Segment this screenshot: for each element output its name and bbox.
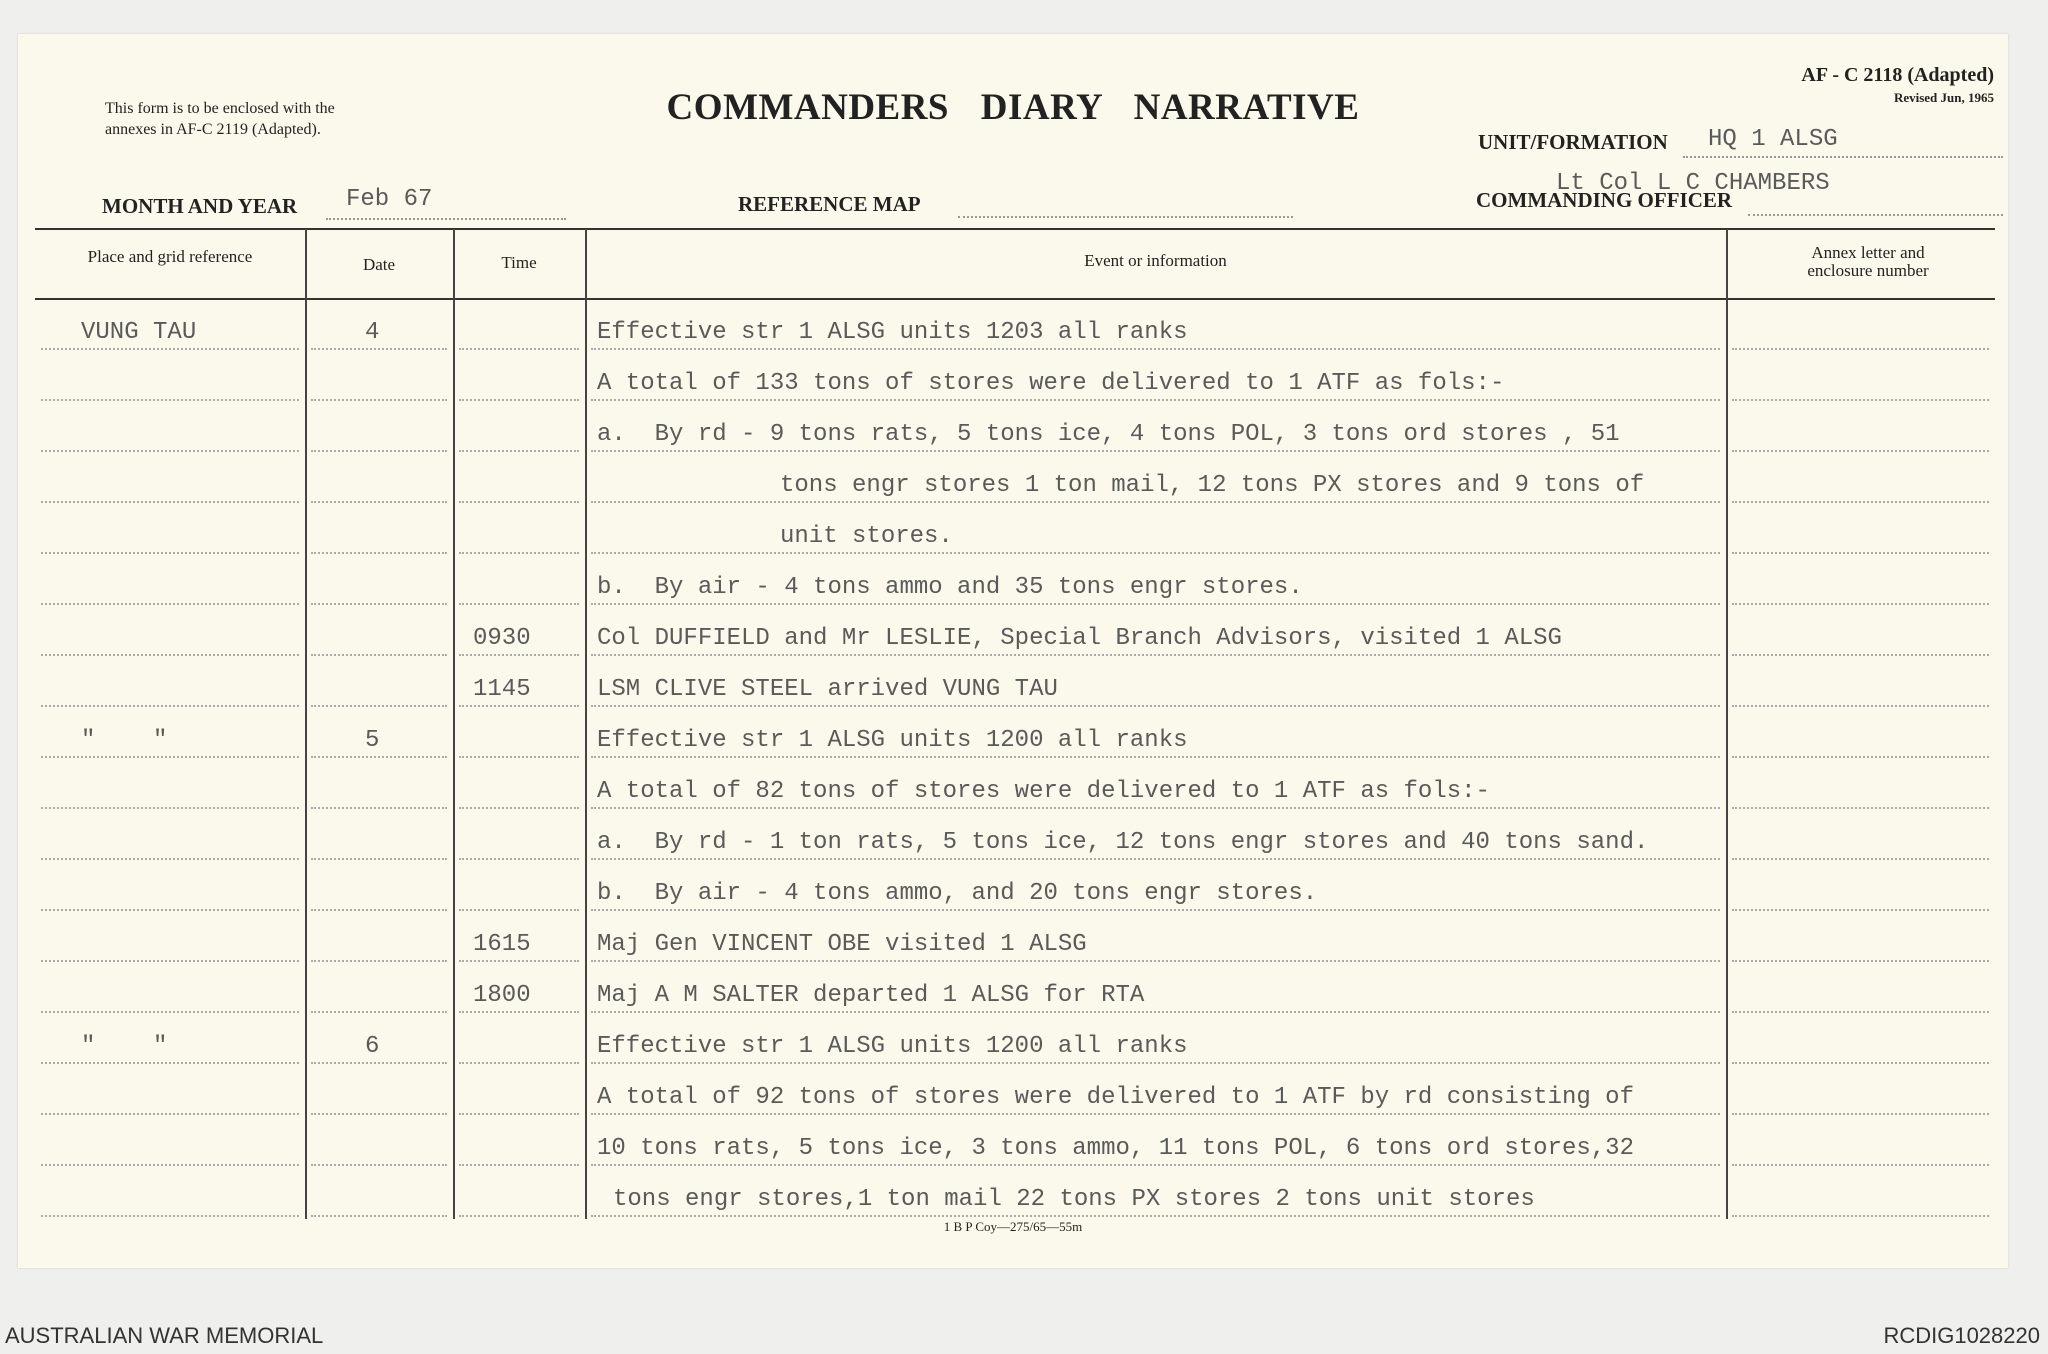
table-row xyxy=(35,860,1995,911)
date-text: 6 xyxy=(365,1033,380,1060)
date-cell xyxy=(311,705,447,758)
table-row xyxy=(35,1064,1995,1115)
place-cell xyxy=(41,654,299,707)
time-text: 1145 xyxy=(473,676,531,703)
footer-source: AUSTRALIAN WAR MEMORIAL xyxy=(5,1323,324,1348)
event-cell xyxy=(591,603,1720,656)
event-text: tons engr stores 1 ton mail, 12 tons PX stores and 9 tons of xyxy=(780,472,1645,499)
form-number: AF - C 2118 (Adapted) xyxy=(1801,64,1994,86)
time-cell xyxy=(459,399,579,452)
table-row xyxy=(35,707,1995,758)
event-cell xyxy=(591,858,1720,911)
form-title: COMMANDERS DIARY NARRATIVE xyxy=(666,87,1360,128)
header-place: Place and grid reference xyxy=(87,247,253,266)
time-cell xyxy=(459,705,579,758)
table-row xyxy=(35,1166,1995,1217)
date-text: 5 xyxy=(365,727,380,754)
place-cell xyxy=(41,450,299,503)
event-text: a. By rd - 1 ton rats, 5 tons ice, 12 tons engr stores and 40 tons sand. xyxy=(597,829,1649,856)
event-text: a. By rd - 9 tons rats, 5 tons ice, 4 tons POL, 3 tons ord stores , 51 xyxy=(597,421,1620,448)
table-row xyxy=(35,605,1995,656)
place-cell xyxy=(41,1113,299,1166)
event-cell xyxy=(591,552,1720,605)
place-cell xyxy=(41,705,299,758)
date-cell xyxy=(311,450,447,503)
date-cell xyxy=(311,1113,447,1166)
event-cell xyxy=(591,399,1720,452)
month-year-dotted-line xyxy=(326,218,566,220)
event-cell xyxy=(591,348,1720,401)
date-cell xyxy=(311,297,447,350)
time-cell xyxy=(459,807,579,860)
event-text: A total of 133 tons of stores were delivered to 1 ATF as fols:- xyxy=(597,370,1505,397)
annex-cell xyxy=(1732,1011,1989,1064)
time-cell xyxy=(459,1113,579,1166)
place-cell xyxy=(41,297,299,350)
annex-cell xyxy=(1732,450,1989,503)
place-cell xyxy=(41,1062,299,1115)
commanding-officer-value[interactable]: Lt Col L C CHAMBERS xyxy=(1556,170,1830,197)
event-cell xyxy=(591,654,1720,707)
event-text: Effective str 1 ALSG units 1203 all ranks xyxy=(597,319,1188,346)
table-row xyxy=(35,911,1995,962)
place-text: " " xyxy=(81,727,168,754)
table-row xyxy=(35,1013,1995,1064)
annex-cell xyxy=(1732,552,1989,605)
time-cell xyxy=(459,654,579,707)
place-text: " " xyxy=(81,1033,168,1060)
date-cell xyxy=(311,399,447,452)
event-cell xyxy=(591,450,1720,503)
header-time: Time xyxy=(501,253,537,272)
event-cell xyxy=(591,756,1720,809)
place-cell xyxy=(41,909,299,962)
event-text: Maj A M SALTER departed 1 ALSG for RTA xyxy=(597,982,1145,1009)
date-cell xyxy=(311,654,447,707)
event-cell xyxy=(591,960,1720,1013)
place-cell xyxy=(41,960,299,1013)
annex-cell xyxy=(1732,705,1989,758)
table-row xyxy=(35,962,1995,1013)
time-cell xyxy=(459,348,579,401)
month-year-label: MONTH AND YEAR xyxy=(102,194,298,218)
annex-cell xyxy=(1732,909,1989,962)
co-dotted-line xyxy=(1748,214,2003,216)
diary-form-page xyxy=(18,34,2008,1268)
table-row xyxy=(35,452,1995,503)
annex-cell xyxy=(1732,1062,1989,1115)
date-cell xyxy=(311,1011,447,1064)
place-cell xyxy=(41,858,299,911)
event-text: Effective str 1 ALSG units 1200 all ranks xyxy=(597,1033,1188,1060)
date-text: 4 xyxy=(365,319,380,346)
table-row xyxy=(35,656,1995,707)
commanding-officer-label: COMMANDING OFFICER xyxy=(1476,188,1733,212)
month-year-value[interactable]: Feb 67 xyxy=(346,186,433,213)
unit-label: UNIT/FORMATION xyxy=(1478,130,1668,154)
table-row xyxy=(35,299,1995,350)
annex-cell xyxy=(1732,399,1989,452)
footer-id: RCDIG1028220 xyxy=(1883,1323,2040,1348)
table-row xyxy=(35,401,1995,452)
place-cell xyxy=(41,1164,299,1217)
note-line-1: This form is to be enclosed with the xyxy=(105,100,335,117)
time-cell xyxy=(459,1062,579,1115)
place-cell xyxy=(41,399,299,452)
event-text: tons engr stores,1 ton mail 22 tons PX stores 2 tons unit stores xyxy=(613,1186,1535,1213)
header-annex: Annex letter and enclosure number xyxy=(1807,243,1929,280)
date-cell xyxy=(311,501,447,554)
time-text: 1800 xyxy=(473,982,531,1009)
time-cell xyxy=(459,960,579,1013)
annex-cell xyxy=(1732,348,1989,401)
time-cell xyxy=(459,1011,579,1064)
place-cell xyxy=(41,501,299,554)
time-cell xyxy=(459,552,579,605)
place-cell xyxy=(41,603,299,656)
annex-cell xyxy=(1732,501,1989,554)
event-text: b. By air - 4 tons ammo and 35 tons engr stores. xyxy=(597,574,1303,601)
event-text: b. By air - 4 tons ammo, and 20 tons engr stores. xyxy=(597,880,1318,907)
annex-cell xyxy=(1732,756,1989,809)
time-cell xyxy=(459,297,579,350)
time-cell xyxy=(459,1164,579,1217)
table-top-rule xyxy=(35,228,1995,230)
annex-cell xyxy=(1732,297,1989,350)
time-text: 1615 xyxy=(473,931,531,958)
annex-cell xyxy=(1732,654,1989,707)
reference-map-dotted-line xyxy=(958,216,1293,218)
annex-cell xyxy=(1732,1164,1989,1217)
time-cell xyxy=(459,858,579,911)
event-cell xyxy=(591,1062,1720,1115)
event-text: Col DUFFIELD and Mr LESLIE, Special Branch Advisors, visited 1 ALSG xyxy=(597,625,1562,652)
event-cell xyxy=(591,1113,1720,1166)
reference-map-label: REFERENCE MAP xyxy=(738,192,921,216)
date-cell xyxy=(311,552,447,605)
header-event: Event or information xyxy=(1084,251,1227,270)
event-text: A total of 92 tons of stores were delivered to 1 ATF by rd consisting of xyxy=(597,1084,1634,1111)
time-cell xyxy=(459,450,579,503)
table-row xyxy=(35,503,1995,554)
place-cell xyxy=(41,1011,299,1064)
unit-value[interactable]: HQ 1 ALSG xyxy=(1708,126,1838,153)
event-cell xyxy=(591,1164,1720,1217)
event-cell xyxy=(591,909,1720,962)
annex-cell xyxy=(1732,960,1989,1013)
date-cell xyxy=(311,756,447,809)
event-cell xyxy=(591,501,1720,554)
date-cell xyxy=(311,807,447,860)
place-cell xyxy=(41,348,299,401)
revision-date: Revised Jun, 1965 xyxy=(1893,90,1994,105)
table-row xyxy=(35,554,1995,605)
time-cell xyxy=(459,501,579,554)
header-date: Date xyxy=(362,255,396,274)
table-row xyxy=(35,758,1995,809)
annex-cell xyxy=(1732,807,1989,860)
place-text: VUNG TAU xyxy=(81,319,197,346)
time-cell xyxy=(459,909,579,962)
place-cell xyxy=(41,756,299,809)
event-text: Maj Gen VINCENT OBE visited 1 ALSG xyxy=(597,931,1087,958)
print-code: 1 B P Coy—275/65—55m xyxy=(943,1219,1083,1234)
annex-cell xyxy=(1732,1113,1989,1166)
event-text: A total of 82 tons of stores were delivered to 1 ATF as fols:- xyxy=(597,778,1490,805)
time-cell xyxy=(459,603,579,656)
event-text: 10 tons rats, 5 tons ice, 3 tons ammo, 11 tons POL, 6 tons ord stores,32 xyxy=(597,1135,1634,1162)
annex-cell xyxy=(1732,858,1989,911)
place-cell xyxy=(41,552,299,605)
date-cell xyxy=(311,348,447,401)
time-text: 0930 xyxy=(473,625,531,652)
date-cell xyxy=(311,960,447,1013)
date-cell xyxy=(311,1062,447,1115)
event-cell xyxy=(591,297,1720,350)
table-row xyxy=(35,350,1995,401)
event-cell xyxy=(591,807,1720,860)
annex-cell xyxy=(1732,603,1989,656)
event-text: unit stores. xyxy=(780,523,953,550)
event-text: Effective str 1 ALSG units 1200 all ranks xyxy=(597,727,1188,754)
date-cell xyxy=(311,909,447,962)
time-cell xyxy=(459,756,579,809)
event-cell xyxy=(591,705,1720,758)
table-row xyxy=(35,809,1995,860)
table-row xyxy=(35,1115,1995,1166)
date-cell xyxy=(311,858,447,911)
note-line-2: annexes in AF-C 2119 (Adapted). xyxy=(105,121,321,138)
unit-dotted-line xyxy=(1683,156,2003,158)
event-text: LSM CLIVE STEEL arrived VUNG TAU xyxy=(597,676,1058,703)
date-cell xyxy=(311,1164,447,1217)
date-cell xyxy=(311,603,447,656)
event-cell xyxy=(591,1011,1720,1064)
place-cell xyxy=(41,807,299,860)
